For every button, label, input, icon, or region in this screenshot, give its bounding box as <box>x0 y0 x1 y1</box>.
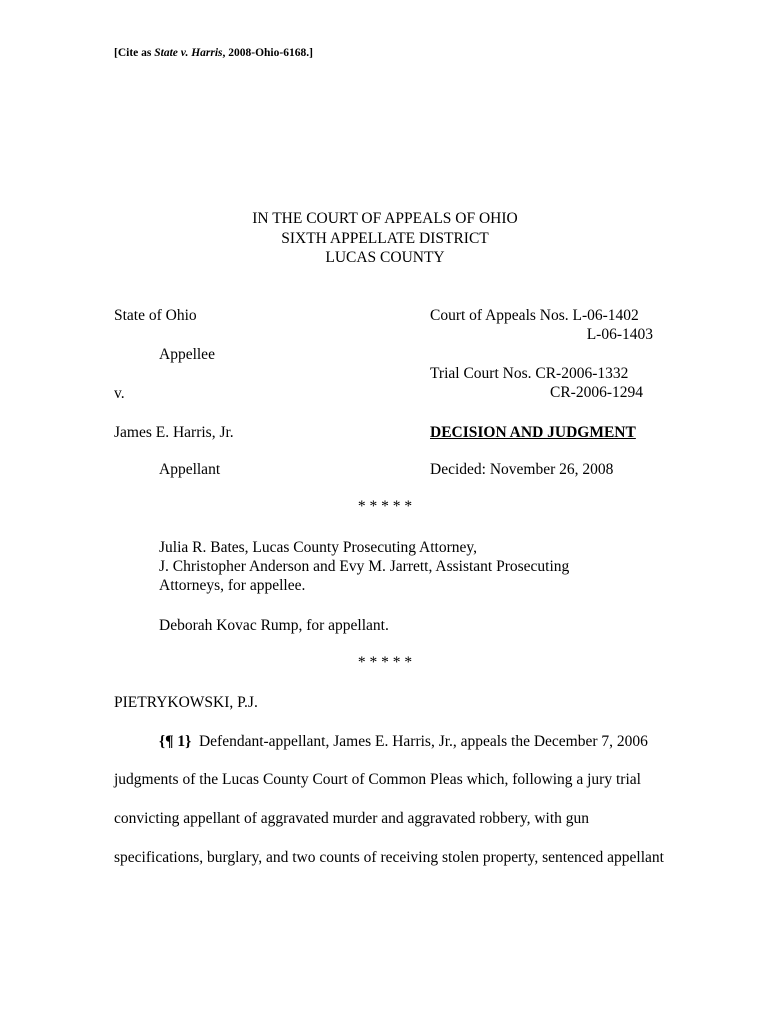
paragraph-marker: {¶ 1} <box>159 733 192 750</box>
defendant-name: James E. Harris, Jr. <box>114 424 234 441</box>
citation-suffix: , 2008-Ohio-6168.] <box>222 47 313 59</box>
decided-date: Decided: November 26, 2008 <box>430 461 614 478</box>
defendant-role: Appellant <box>159 461 221 478</box>
opinion-paragraph-1-line4: specifications, burglary, and two counts of receiving stolen property, sentenced appellant <box>114 849 664 866</box>
plaintiff-role: Appellee <box>159 346 215 363</box>
opinion-paragraph-1-line2: judgments of the Lucas County Court of Common Pleas which, following a jury trial <box>114 771 641 788</box>
separator-bottom: * * * * * <box>357 654 413 671</box>
decision-title: DECISION AND JUDGMENT <box>430 424 636 441</box>
citation-case-name: State v. Harris <box>154 47 223 59</box>
court-header-line1: IN THE COURT OF APPEALS OF OHIO <box>252 210 518 227</box>
trial-court-numbers: Trial Court Nos. CR-2006-1332 <box>430 365 629 382</box>
paragraph-text-line1: Defendant-appellant, James E. Harris, Jr., appeals the December 7, 2006 <box>198 733 648 750</box>
citation-prefix: [Cite as <box>114 47 155 59</box>
opinion-paragraph-1-line3: convicting appellant of aggravated murder and aggravated robbery, with gun <box>114 810 590 827</box>
appellee-counsel-line2: J. Christopher Anderson and Evy M. Jarrett, Assistant Prosecuting <box>159 558 570 575</box>
appellee-counsel-line3: Attorneys, for appellee. <box>159 577 306 594</box>
appeals-numbers: Court of Appeals Nos. L-06-1402 <box>430 307 639 324</box>
opinion-author: PIETRYKOWSKI, P.J. <box>114 694 258 711</box>
opinion-paragraph-1-line1 <box>159 734 648 750</box>
court-header-line3: LUCAS COUNTY <box>325 249 445 266</box>
versus: v. <box>114 385 125 402</box>
appellant-counsel: Deborah Kovac Rump, for appellant. <box>159 617 389 634</box>
citation-line <box>114 48 313 60</box>
plaintiff-name: State of Ohio <box>114 307 197 324</box>
court-header-line2: SIXTH APPELLATE DISTRICT <box>281 230 489 247</box>
trial-court-number-2: CR-2006-1294 <box>550 384 643 401</box>
appeals-number-2: L-06-1403 <box>586 326 653 343</box>
appellee-counsel-line1: Julia R. Bates, Lucas County Prosecuting Attorney, <box>159 539 477 556</box>
separator-top: * * * * * <box>357 498 413 515</box>
